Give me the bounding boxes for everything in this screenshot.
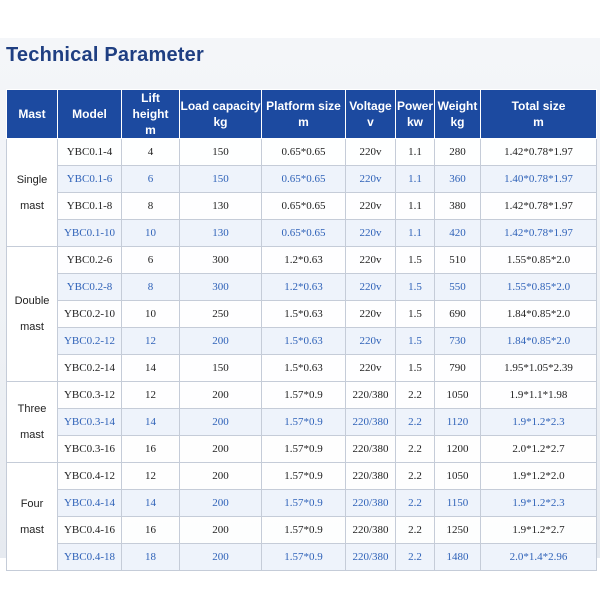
- mast-group-label: mast: [20, 321, 44, 333]
- cell-load-capacity: 200: [180, 409, 262, 436]
- mast-group-four-mast: [7, 463, 58, 571]
- header-lift-height-label: Lift height: [132, 91, 169, 121]
- cell-model: YBC0.2-14: [58, 355, 122, 382]
- cell-voltage: 220v: [346, 139, 396, 166]
- cell-lift-height: 16: [122, 517, 180, 544]
- table-row: [7, 247, 597, 274]
- cell-voltage: 220/380: [346, 544, 396, 571]
- cell-model: YBC0.1-4: [58, 139, 122, 166]
- mast-group-three-mast: [7, 382, 58, 463]
- cell-model: YBC0.3-14: [58, 409, 122, 436]
- cell-power: 1.1: [396, 220, 435, 247]
- cell-lift-height: 12: [122, 463, 180, 490]
- cell-platform-size: 1.5*0.63: [262, 301, 346, 328]
- table-row: [7, 166, 597, 193]
- header-lift-height: [122, 90, 180, 139]
- header-load-capacity-label: Load capacity: [180, 99, 261, 113]
- cell-voltage: 220/380: [346, 517, 396, 544]
- cell-platform-size: 1.57*0.9: [262, 436, 346, 463]
- table-row: [7, 139, 597, 166]
- cell-weight: 1050: [435, 382, 481, 409]
- header-power-unit: kw: [406, 115, 423, 129]
- cell-total-size: 1.84*0.85*2.0: [481, 328, 597, 355]
- cell-voltage: 220v: [346, 193, 396, 220]
- cell-platform-size: 1.57*0.9: [262, 382, 346, 409]
- cell-load-capacity: 300: [180, 274, 262, 301]
- cell-platform-size: 1.5*0.63: [262, 328, 346, 355]
- cell-total-size: 1.55*0.85*2.0: [481, 274, 597, 301]
- cell-model: YBC0.1-6: [58, 166, 122, 193]
- cell-lift-height: 4: [122, 139, 180, 166]
- cell-model: YBC0.2-10: [58, 301, 122, 328]
- cell-platform-size: 1.2*0.63: [262, 247, 346, 274]
- header-mast-label: Mast: [18, 107, 46, 121]
- cell-weight: 1050: [435, 463, 481, 490]
- cell-weight: 790: [435, 355, 481, 382]
- cell-lift-height: 6: [122, 247, 180, 274]
- header-total-size-unit: m: [533, 115, 544, 129]
- mast-group-label: Double: [14, 295, 50, 307]
- mast-group-double-mast: [7, 247, 58, 382]
- cell-total-size: 1.84*0.85*2.0: [481, 301, 597, 328]
- cell-total-size: 1.42*0.78*1.97: [481, 220, 597, 247]
- mast-group-label: Single: [16, 173, 48, 186]
- cell-platform-size: 0.65*0.65: [262, 193, 346, 220]
- cell-total-size: 2.0*1.2*2.7: [481, 436, 597, 463]
- cell-voltage: 220v: [346, 355, 396, 382]
- mast-group-label: Three: [17, 403, 47, 415]
- header-total-size: [481, 90, 597, 139]
- mast-group-label: mast: [20, 523, 44, 536]
- cell-load-capacity: 200: [180, 463, 262, 490]
- header-model: [58, 90, 122, 139]
- cell-lift-height: 8: [122, 193, 180, 220]
- cell-total-size: 1.9*1.2*2.0: [481, 463, 597, 490]
- cell-weight: 380: [435, 193, 481, 220]
- mast-group-label: mast: [20, 199, 44, 212]
- cell-power: 1.5: [396, 328, 435, 355]
- cell-lift-height: 8: [122, 274, 180, 301]
- cell-model: YBC0.3-16: [58, 436, 122, 463]
- cell-lift-height: 6: [122, 166, 180, 193]
- cell-platform-size: 1.57*0.9: [262, 544, 346, 571]
- cell-total-size: 1.95*1.05*2.39: [481, 355, 597, 382]
- cell-voltage: 220v: [346, 247, 396, 274]
- cell-weight: 730: [435, 328, 481, 355]
- cell-lift-height: 10: [122, 220, 180, 247]
- cell-power: 2.2: [396, 490, 435, 517]
- mast-group-label: mast: [20, 429, 44, 441]
- header-platform-size: [262, 90, 346, 139]
- header-model-label: Model: [72, 107, 107, 121]
- cell-load-capacity: 130: [180, 193, 262, 220]
- header-voltage: [346, 90, 396, 139]
- header-load-capacity-unit: kg: [213, 115, 228, 129]
- cell-platform-size: 1.57*0.9: [262, 463, 346, 490]
- table-row: [7, 517, 597, 544]
- cell-power: 2.2: [396, 544, 435, 571]
- technical-parameter-table: [6, 89, 597, 571]
- cell-load-capacity: 250: [180, 301, 262, 328]
- header-weight-label: Weight: [437, 99, 478, 113]
- cell-load-capacity: 300: [180, 247, 262, 274]
- cell-platform-size: 1.57*0.9: [262, 409, 346, 436]
- header-lift-height-unit: m: [145, 123, 156, 137]
- page-title: Technical Parameter: [6, 44, 204, 66]
- table-row: [7, 409, 597, 436]
- header-mast: [7, 90, 58, 139]
- table-row: [7, 490, 597, 517]
- cell-voltage: 220/380: [346, 490, 396, 517]
- cell-total-size: 2.0*1.4*2.96: [481, 544, 597, 571]
- cell-weight: 1200: [435, 436, 481, 463]
- cell-weight: 690: [435, 301, 481, 328]
- cell-weight: 1480: [435, 544, 481, 571]
- cell-power: 1.1: [396, 139, 435, 166]
- cell-power: 2.2: [396, 436, 435, 463]
- cell-model: YBC0.4-12: [58, 463, 122, 490]
- cell-total-size: 1.42*0.78*1.97: [481, 139, 597, 166]
- cell-weight: 1250: [435, 517, 481, 544]
- table-body: [7, 139, 597, 571]
- cell-voltage: 220/380: [346, 382, 396, 409]
- table-row: [7, 544, 597, 571]
- cell-lift-height: 10: [122, 301, 180, 328]
- cell-total-size: 1.40*0.78*1.97: [481, 166, 597, 193]
- cell-total-size: 1.9*1.2*2.3: [481, 409, 597, 436]
- header-platform-size-unit: m: [298, 115, 309, 129]
- cell-voltage: 220v: [346, 301, 396, 328]
- cell-power: 1.5: [396, 355, 435, 382]
- cell-model: YBC0.4-16: [58, 517, 122, 544]
- cell-voltage: 220/380: [346, 463, 396, 490]
- cell-lift-height: 14: [122, 490, 180, 517]
- cell-model: YBC0.2-12: [58, 328, 122, 355]
- cell-load-capacity: 200: [180, 517, 262, 544]
- cell-voltage: 220v: [346, 166, 396, 193]
- cell-lift-height: 12: [122, 382, 180, 409]
- cell-load-capacity: 200: [180, 328, 262, 355]
- header-power: [396, 90, 435, 139]
- cell-power: 1.1: [396, 193, 435, 220]
- header-load-capacity: [180, 90, 262, 139]
- cell-power: 2.2: [396, 409, 435, 436]
- cell-model: YBC0.3-12: [58, 382, 122, 409]
- cell-lift-height: 14: [122, 409, 180, 436]
- cell-load-capacity: 200: [180, 490, 262, 517]
- mast-group-label: Four: [20, 497, 44, 510]
- cell-power: 1.1: [396, 166, 435, 193]
- header-row: [7, 90, 597, 139]
- cell-voltage: 220/380: [346, 409, 396, 436]
- header-weight-unit: kg: [450, 115, 465, 129]
- cell-platform-size: 0.65*0.65: [262, 139, 346, 166]
- cell-model: YBC0.1-8: [58, 193, 122, 220]
- header-voltage-unit: v: [367, 115, 374, 129]
- cell-voltage: 220v: [346, 328, 396, 355]
- cell-lift-height: 16: [122, 436, 180, 463]
- cell-lift-height: 18: [122, 544, 180, 571]
- cell-weight: 360: [435, 166, 481, 193]
- cell-platform-size: 1.57*0.9: [262, 517, 346, 544]
- cell-power: 1.5: [396, 274, 435, 301]
- cell-weight: 280: [435, 139, 481, 166]
- table-row: [7, 193, 597, 220]
- cell-lift-height: 12: [122, 328, 180, 355]
- cell-load-capacity: 200: [180, 544, 262, 571]
- cell-platform-size: 1.5*0.63: [262, 355, 346, 382]
- cell-platform-size: 0.65*0.65: [262, 166, 346, 193]
- cell-model: YBC0.2-6: [58, 247, 122, 274]
- cell-power: 1.5: [396, 247, 435, 274]
- cell-load-capacity: 200: [180, 382, 262, 409]
- cell-weight: 420: [435, 220, 481, 247]
- cell-platform-size: 1.2*0.63: [262, 274, 346, 301]
- cell-model: YBC0.4-18: [58, 544, 122, 571]
- cell-load-capacity: 150: [180, 166, 262, 193]
- header-total-size-label: Total size: [511, 99, 566, 113]
- cell-load-capacity: 200: [180, 436, 262, 463]
- cell-platform-size: 1.57*0.9: [262, 490, 346, 517]
- header-platform-size-label: Platform size: [266, 99, 341, 113]
- table-row: [7, 328, 597, 355]
- cell-power: 2.2: [396, 463, 435, 490]
- cell-total-size: 1.9*1.1*1.98: [481, 382, 597, 409]
- table-row: [7, 463, 597, 490]
- cell-voltage: 220v: [346, 274, 396, 301]
- cell-weight: 510: [435, 247, 481, 274]
- table-row: [7, 436, 597, 463]
- cell-model: YBC0.4-14: [58, 490, 122, 517]
- mast-group-single-mast: [7, 139, 58, 247]
- cell-load-capacity: 150: [180, 139, 262, 166]
- cell-voltage: 220v: [346, 220, 396, 247]
- cell-model: YBC0.1-10: [58, 220, 122, 247]
- cell-weight: 1120: [435, 409, 481, 436]
- table-row: [7, 274, 597, 301]
- cell-power: 1.5: [396, 301, 435, 328]
- header-voltage-label: Voltage: [349, 99, 392, 113]
- cell-power: 2.2: [396, 382, 435, 409]
- table-row: [7, 220, 597, 247]
- cell-total-size: 1.42*0.78*1.97: [481, 193, 597, 220]
- cell-load-capacity: 150: [180, 355, 262, 382]
- cell-platform-size: 0.65*0.65: [262, 220, 346, 247]
- cell-load-capacity: 130: [180, 220, 262, 247]
- cell-weight: 550: [435, 274, 481, 301]
- cell-total-size: 1.9*1.2*2.3: [481, 490, 597, 517]
- cell-total-size: 1.9*1.2*2.7: [481, 517, 597, 544]
- cell-model: YBC0.2-8: [58, 274, 122, 301]
- header-power-label: Power: [396, 99, 433, 113]
- cell-power: 2.2: [396, 517, 435, 544]
- cell-lift-height: 14: [122, 355, 180, 382]
- table-row: [7, 355, 597, 382]
- table-row: [7, 382, 597, 409]
- cell-weight: 1150: [435, 490, 481, 517]
- cell-total-size: 1.55*0.85*2.0: [481, 247, 597, 274]
- cell-voltage: 220/380: [346, 436, 396, 463]
- header-weight: [435, 90, 481, 139]
- table-row: [7, 301, 597, 328]
